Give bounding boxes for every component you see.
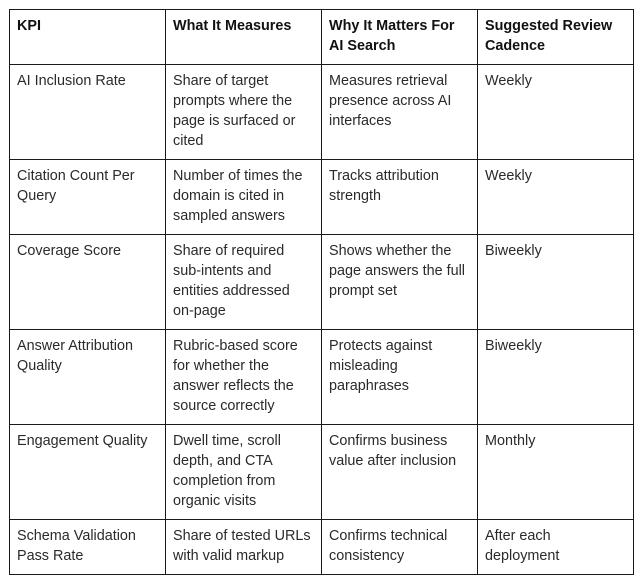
table-row	[10, 330, 634, 425]
cell-measures: Number of times the domain is cited in sampled answers	[166, 160, 322, 235]
cell-cadence: Monthly	[478, 425, 634, 520]
cell-why: Confirms technical consistency	[322, 520, 478, 575]
cell-cadence: Biweekly	[478, 330, 634, 425]
cell-why: Measures retrieval presence across AI interfaces	[322, 65, 478, 160]
header-review-cadence: Suggested Review Cadence	[478, 10, 634, 65]
header-row	[10, 10, 634, 65]
cell-measures: Share of required sub-intents and entities addressed on-page	[166, 235, 322, 330]
cell-measures: Dwell time, scroll depth, and CTA completion from organic visits	[166, 425, 322, 520]
cell-why: Protects against misleading paraphrases	[322, 330, 478, 425]
table-row	[10, 65, 634, 160]
cell-why: Shows whether the page answers the full prompt set	[322, 235, 478, 330]
table-row	[10, 160, 634, 235]
cell-cadence: After each deployment	[478, 520, 634, 575]
cell-kpi: Answer Attribution Quality	[10, 330, 166, 425]
header-why-it-matters: Why It Matters For AI Search	[322, 10, 478, 65]
cell-cadence: Biweekly	[478, 235, 634, 330]
cell-why: Tracks attribution strength	[322, 160, 478, 235]
cell-cadence: Weekly	[478, 160, 634, 235]
cell-kpi: Schema Validation Pass Rate	[10, 520, 166, 575]
cell-kpi: Coverage Score	[10, 235, 166, 330]
table-row	[10, 235, 634, 330]
cell-measures: Rubric-based score for whether the answer reflects the source correctly	[166, 330, 322, 425]
kpi-table	[9, 9, 634, 575]
cell-kpi: Citation Count Per Query	[10, 160, 166, 235]
table-row	[10, 520, 634, 575]
cell-kpi: AI Inclusion Rate	[10, 65, 166, 160]
cell-kpi: Engagement Quality	[10, 425, 166, 520]
cell-cadence: Weekly	[478, 65, 634, 160]
cell-measures: Share of tested URLs with valid markup	[166, 520, 322, 575]
header-what-it-measures: What It Measures	[166, 10, 322, 65]
cell-measures: Share of target prompts where the page is surfaced or cited	[166, 65, 322, 160]
cell-why: Confirms business value after inclusion	[322, 425, 478, 520]
table-row	[10, 425, 634, 520]
header-kpi: KPI	[10, 10, 166, 65]
